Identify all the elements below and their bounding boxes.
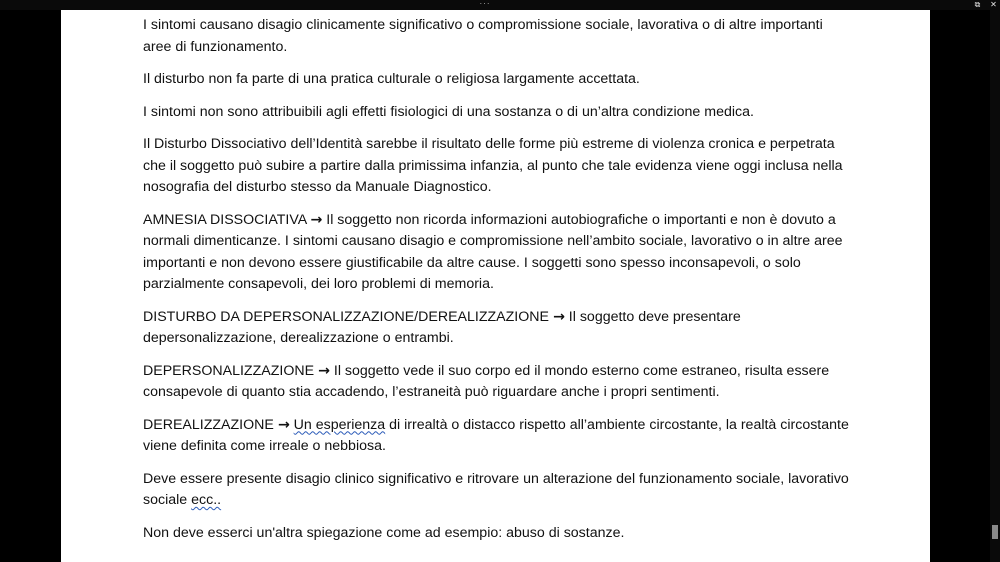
close-icon[interactable]: ✕ <box>990 0 997 9</box>
term: DEREALIZZAZIONE <box>143 416 274 433</box>
document-page[interactable] <box>61 10 930 562</box>
paragraph <box>143 361 849 404</box>
paragraph <box>143 469 849 512</box>
scroll-thumb[interactable] <box>992 525 998 539</box>
paragraph: Il Disturbo Dissociativo dell’Identità sarebbe il risultato delle forme più estreme di violenza cronica e perpetrata che il soggetto può subire a partire dalla primissima infanzia, al punto che tale evidenza viene oggi inclusa nella nosografia del disturbo stesso da Manuale Diagnostico. <box>143 136 843 195</box>
term: DISTURBO DA DEPERSONALIZZAZIONE/DEREALIZZAZIONE <box>143 308 549 325</box>
arrow-icon: → <box>277 416 290 433</box>
paragraph <box>143 307 849 350</box>
definition: Il soggetto non ricorda informazioni autobiografiche o importanti e non è dovuto a normali dimenticanze. I sintomi causano disagio e compromissione nell’ambito sociale, lavorativo o in altre aree importanti e non devono essere giustificabile da altre cause. I soggetti sono spesso inconsapevoli, o solo parzialmente consapevoli, dei loro problemi di memoria. <box>143 211 843 292</box>
term: AMNESIA DISSOCIATIVA <box>143 211 307 228</box>
drag-handle[interactable]: ··· <box>479 0 491 8</box>
grammar-flag[interactable]: Un esperienza <box>293 416 386 433</box>
grammar-flag[interactable]: ecc.. <box>191 492 222 508</box>
definition: di irrealtà o distacco rispetto all’ambiente circostante, la realtà circostante viene definita come irreale o nebbiosa. <box>143 416 849 454</box>
term: DEPERSONALIZZAZIONE <box>143 362 315 379</box>
paragraph: I sintomi non sono attribuibili agli effetti fisiologici di una sostanza o di un’altra condizione medica. <box>143 103 754 120</box>
paragraph: Non deve esserci un'altra spiegazione come ad esempio: abuso di sostanze. <box>143 524 625 541</box>
arrow-icon: → <box>310 211 323 228</box>
paragraph <box>143 415 849 458</box>
window-title-bar <box>0 0 1000 10</box>
arrow-icon: → <box>318 362 330 379</box>
vertical-scrollbar[interactable] <box>990 10 1000 562</box>
arrow-icon: → <box>552 308 565 325</box>
paragraph: I sintomi causano disagio clinicamente significativo o compromissione sociale, lavorativa o di altre importanti aree di funzionamento. <box>143 17 823 55</box>
paragraph: Il disturbo non fa parte di una pratica culturale o religiosa largamente accettata. <box>143 71 640 87</box>
restore-icon[interactable]: ⧉ <box>974 0 981 9</box>
definition: Il soggetto vede il suo corpo ed il mondo esterno come estraneo, risulta essere consapevole di quanto stia accadendo, l’estraneità può riguardare anche i propri sentimenti. <box>143 362 830 400</box>
document-body[interactable] <box>143 15 849 555</box>
definition: Deve essere presente disagio clinico significativo e ritrovare un alterazione del funzionamento sociale, lavorativo sociale <box>143 470 849 508</box>
definition: Il soggetto deve presentare depersonalizzazione, derealizzazione o entrambi. <box>143 308 741 346</box>
paragraph <box>143 210 849 296</box>
